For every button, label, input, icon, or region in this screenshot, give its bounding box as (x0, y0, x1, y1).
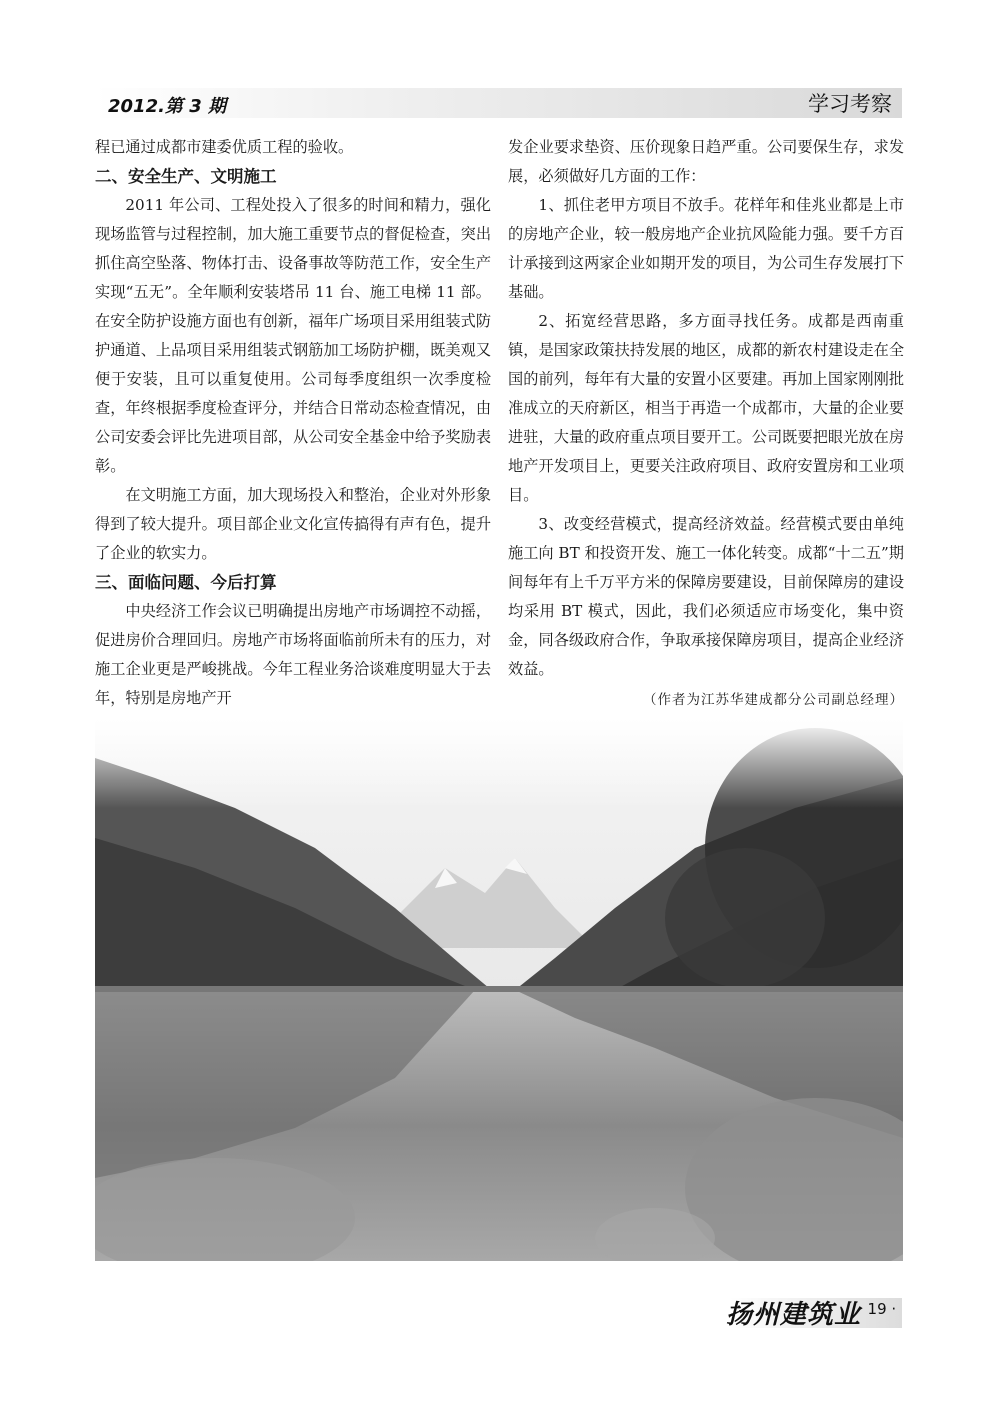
issue-label: 2012.第 3 期 (108, 96, 226, 117)
column-title: 学习考察 (808, 92, 892, 116)
paragraph: 程已通过成都市建委优质工程的验收。 (95, 138, 354, 156)
landscape-photo (95, 718, 903, 1261)
paragraph: 2011 年公司、工程处投入了很多的时间和精力，强化现场监管与过程控制，加大施工重要节点的督促检查，突出抓住高空坠落、物体打击、设备事故等防范工作，安全生产实现“五无”。全年顺利安装塔吊 11 台、施工电梯 11 部。在安全防护设施方面也有创新，福年广场项目采用组装式防护通道、上品项目采用组装式钢筋加工场防护棚，既美观又便于安装，且可以重复使用。公司每季度组织一次季度检查，年终根据季度检查评分，并结合日常动态检查情况，由公司安委会评比先进项目部，从公司安全基金中给予奖励表彰。 (95, 196, 491, 475)
paragraph: 2、拓宽经营思路，多方面寻找任务。成都是西南重镇，是国家政策扶持发展的地区，成都的新农村建设走在全国的前列，每年有大量的安置小区要建。再加上国家刚刚批准成立的天府新区，相当于再造一个成都市，大量的企业要进驻，大量的政府重点项目要开工。公司既要把眼光放在房地产开发项目上，更要关注政府项目、政府安置房和工业项目。 (508, 312, 904, 504)
magazine-logo: 扬州建筑业 (726, 1300, 862, 1330)
section-heading: 三、面临问题、今后打算 (95, 573, 277, 592)
right-column (508, 133, 904, 715)
paragraph: 发企业要求垫资、压价现象日趋严重。公司要保生存，求发展，必须做好几方面的工作： (508, 138, 904, 185)
section-heading: 二、安全生产、文明施工 (95, 167, 277, 186)
page-number: · 19 · (858, 1300, 897, 1318)
paragraph: 1、抓住老甲方项目不放手。花样年和佳兆业都是上市的房地产企业，较一般房地产企业抗风险能力强。要千方百计承接到这两家企业如期开发的项目，为公司生存发展打下基础。 (508, 196, 904, 301)
paragraph: 中央经济工作会议已明确提出房地产市场调控不动摇，促进房价合理回归。房地产市场将面临前所未有的压力，对施工企业更是严峻挑战。今年工程业务洽谈难度明显大于去年，特别是房地产开 (95, 602, 491, 707)
left-column (95, 133, 491, 713)
paragraph: 3、改变经营模式，提高经济效益。经营模式要由单纯施工向 BT 和投资开发、施工一体化转变。成都“十二五”期间每年有上千万平方米的保障房要建设，目前保障房的建设均采用 BT 模式，因此，我们必须适应市场变化，集中资金，同各级政府合作，争取承接保障房项目，提高企业经济效益。 (508, 515, 904, 678)
author-note: （作者为江苏华建成都分公司副总经理） (643, 692, 904, 708)
paragraph: 在文明施工方面，加大现场投入和整治，企业对外形象得到了较大提升。项目部企业文化宣传搞得有声有色，提升了企业的软实力。 (95, 486, 491, 562)
